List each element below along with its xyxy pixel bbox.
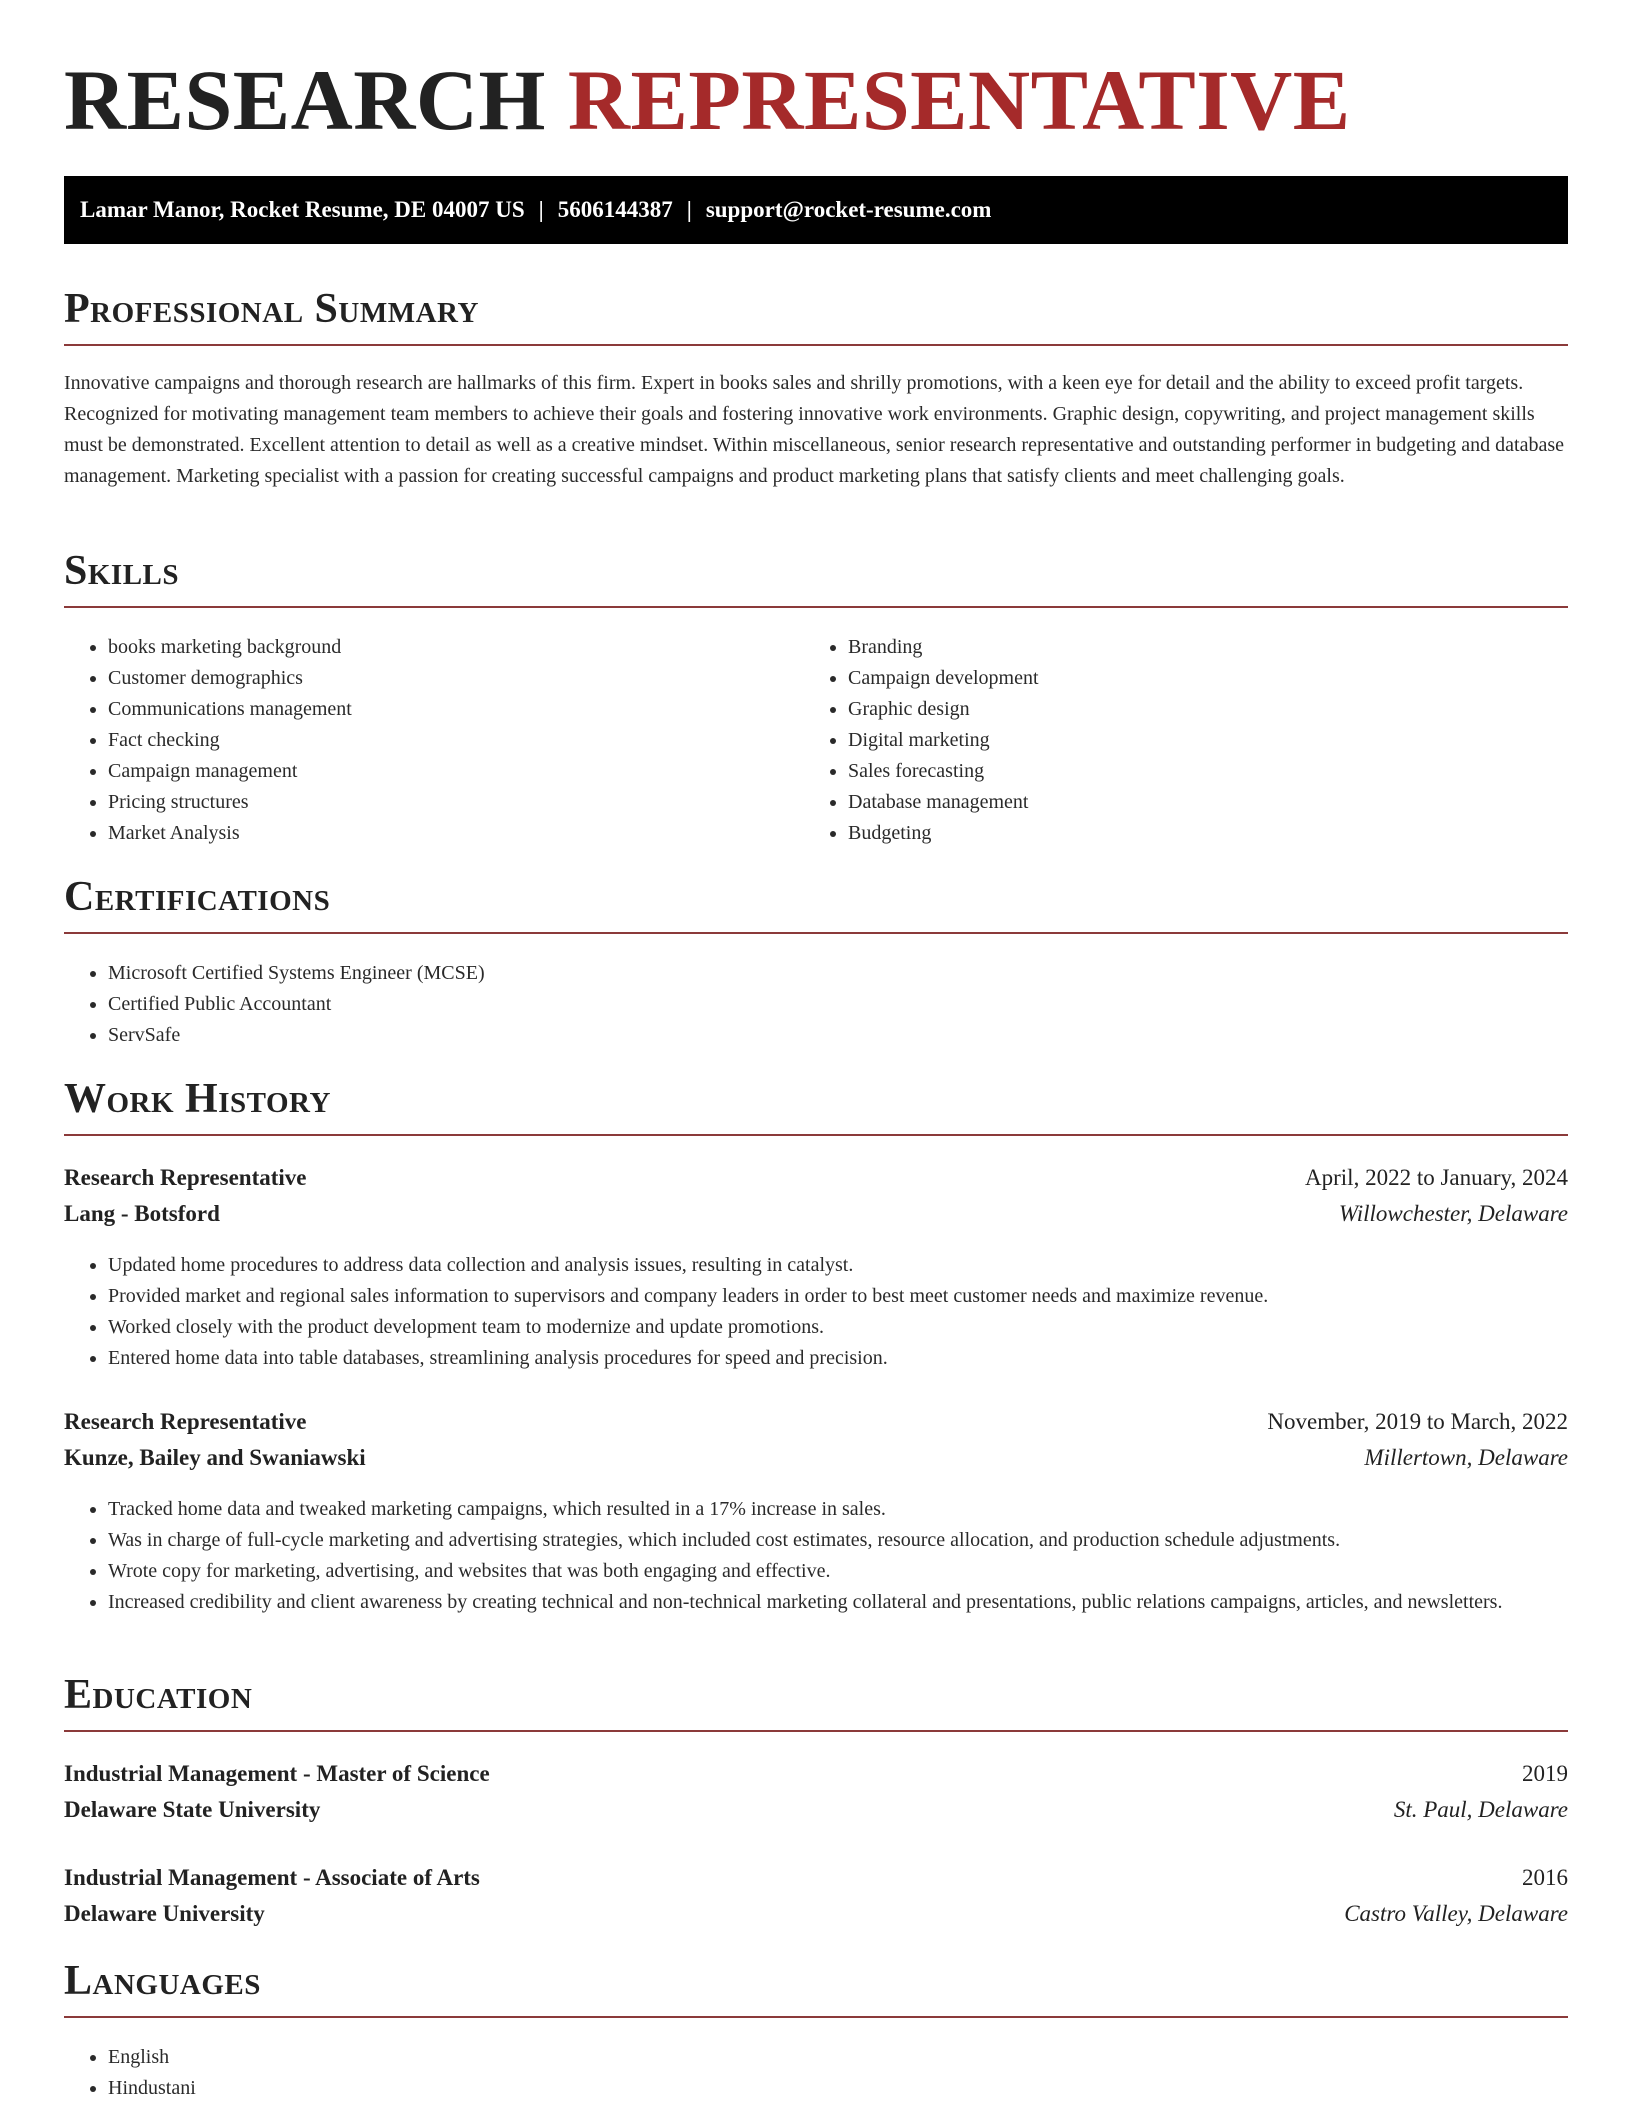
- job-bullets: [64, 1250, 1568, 1374]
- skill-item: • Graphic design: [848, 694, 1544, 725]
- contact-phone[interactable]: 5606144387: [557, 197, 673, 222]
- job-location: Willowchester, Delaware: [1338, 1201, 1568, 1226]
- section-title-skills: Skills: [64, 546, 1568, 608]
- job-bullet: • Was in charge of full-cycle marketing and advertising strategies, which included cost estimates, resource allocation, and production schedule adjustments.: [108, 1525, 1568, 1556]
- section-title-certifications: Certifications: [64, 872, 1568, 934]
- certification-item: • Microsoft Certified Systems Engineer (MCSE): [108, 958, 1568, 989]
- job-title: Research Representative: [64, 1165, 307, 1190]
- job-company: Lang - Botsford: [64, 1201, 220, 1226]
- education-location: St. Paul, Delaware: [1393, 1797, 1568, 1822]
- languages-block: [64, 2042, 1568, 2104]
- education-school-row: [64, 1896, 1568, 1932]
- job-bullet: • Wrote copy for marketing, advertising, and websites that was both engaging and effective.: [108, 1556, 1568, 1587]
- skill-item: • Digital marketing: [848, 725, 1544, 756]
- language-item: • English: [108, 2042, 1568, 2073]
- certifications-block: [64, 958, 1568, 1051]
- skill-item: • Branding: [848, 632, 1544, 663]
- job-header-row: [64, 1404, 1568, 1440]
- contact-email[interactable]: support@rocket-resume.com: [705, 197, 992, 222]
- section-title-summary: Professional Summary: [64, 284, 1568, 346]
- skills-column-left: [64, 632, 804, 849]
- contact-bar: [64, 176, 1568, 244]
- education-year: 2019: [1522, 1761, 1568, 1786]
- education-year: 2016: [1522, 1865, 1568, 1890]
- resume-page: [64, 0, 1568, 2099]
- education-degree: Industrial Management - Associate of Arts: [64, 1865, 480, 1890]
- education-header-row: [64, 1756, 1568, 1792]
- job-bullets-block: [64, 1494, 1568, 1618]
- education-degree: Industrial Management - Master of Science: [64, 1761, 490, 1786]
- education-location: Castro Valley, Delaware: [1344, 1901, 1568, 1926]
- skill-item: • Budgeting: [848, 818, 1544, 849]
- job-bullets-block: [64, 1250, 1568, 1374]
- skill-item: • Campaign management: [108, 756, 804, 787]
- skill-item: • Database management: [848, 787, 1544, 818]
- contact-address: Lamar Manor, Rocket Resume, DE 04007 US: [80, 197, 525, 222]
- resume-title: [64, 0, 1568, 148]
- job-bullet: • Tracked home data and tweaked marketing campaigns, which resulted in a 17% increase in sales.: [108, 1494, 1568, 1525]
- contact-separator: |: [686, 197, 692, 222]
- skills-column-right: [804, 632, 1544, 849]
- skill-item: • Sales forecasting: [848, 756, 1544, 787]
- skill-item: • Communications management: [108, 694, 804, 725]
- job-title: Research Representative: [64, 1409, 307, 1434]
- job-bullet: • Updated home procedures to address data collection and analysis issues, resulting in catalyst.: [108, 1250, 1568, 1281]
- skill-item: • Customer demographics: [108, 663, 804, 694]
- skill-item: • Pricing structures: [108, 787, 804, 818]
- job-location: Millertown, Delaware: [1364, 1445, 1568, 1470]
- skills-list-right: [804, 632, 1544, 849]
- skill-item: • books marketing background: [108, 632, 804, 663]
- education-school-row: [64, 1792, 1568, 1828]
- job-dates: November, 2019 to March, 2022: [1267, 1409, 1568, 1434]
- certifications-list: [64, 958, 1568, 1051]
- skill-item: • Market Analysis: [108, 818, 804, 849]
- job-dates: April, 2022 to January, 2024: [1305, 1165, 1568, 1190]
- skill-item: • Campaign development: [848, 663, 1544, 694]
- job-company-row: [64, 1196, 1568, 1232]
- job-company-row: [64, 1440, 1568, 1476]
- job-header-row: [64, 1160, 1568, 1196]
- job-bullets: [64, 1494, 1568, 1618]
- language-item: • Hindustani: [108, 2073, 1568, 2104]
- title-part-2: REPRESENTATIVE: [567, 52, 1351, 148]
- certification-item: • Certified Public Accountant: [108, 989, 1568, 1020]
- education-school: Delaware State University: [64, 1797, 321, 1822]
- skills-list-left: [64, 632, 804, 849]
- job-bullet: • Entered home data into table databases, streamlining analysis procedures for speed and precision.: [108, 1343, 1568, 1374]
- job-company: Kunze, Bailey and Swaniawski: [64, 1445, 366, 1470]
- skill-item: • Fact checking: [108, 725, 804, 756]
- education-header-row: [64, 1860, 1568, 1896]
- job-bullet: • Provided market and regional sales information to supervisors and company leaders in order to best meet customer needs and maximize revenue.: [108, 1281, 1568, 1312]
- section-title-work-history: Work History: [64, 1074, 1568, 1136]
- education-school: Delaware University: [64, 1901, 265, 1926]
- section-title-education: Education: [64, 1670, 1568, 1732]
- certification-item: • ServSafe: [108, 1020, 1568, 1051]
- job-bullet: • Increased credibility and client awareness by creating technical and non-technical marketing collateral and presentations, public relations campaigns, articles, and newsletters.: [108, 1587, 1568, 1618]
- section-title-languages: Languages: [64, 1956, 1568, 2018]
- title-part-1: RESEARCH: [64, 52, 546, 148]
- summary-text: Innovative campaigns and thorough research are hallmarks of this firm. Expert in books sales and shrilly promotions, with a keen eye for detail and the ability to exceed profit targets. Recognized for motivating management team members to achieve their goals and fostering innovative work environments. Graphic design, copywriting, and project management skills must be demonstrated. Excellent attention to detail as well as a creative mindset. Within miscellaneous, senior research representative and outstanding performer in budgeting and database management. Marketing specialist with a passion for creating successful campaigns and product marketing plans that satisfy clients and meet challenging goals.: [64, 372, 1564, 487]
- job-bullet: • Worked closely with the product development team to modernize and update promotions.: [108, 1312, 1568, 1343]
- languages-list: [64, 2042, 1568, 2104]
- contact-separator: |: [538, 197, 544, 222]
